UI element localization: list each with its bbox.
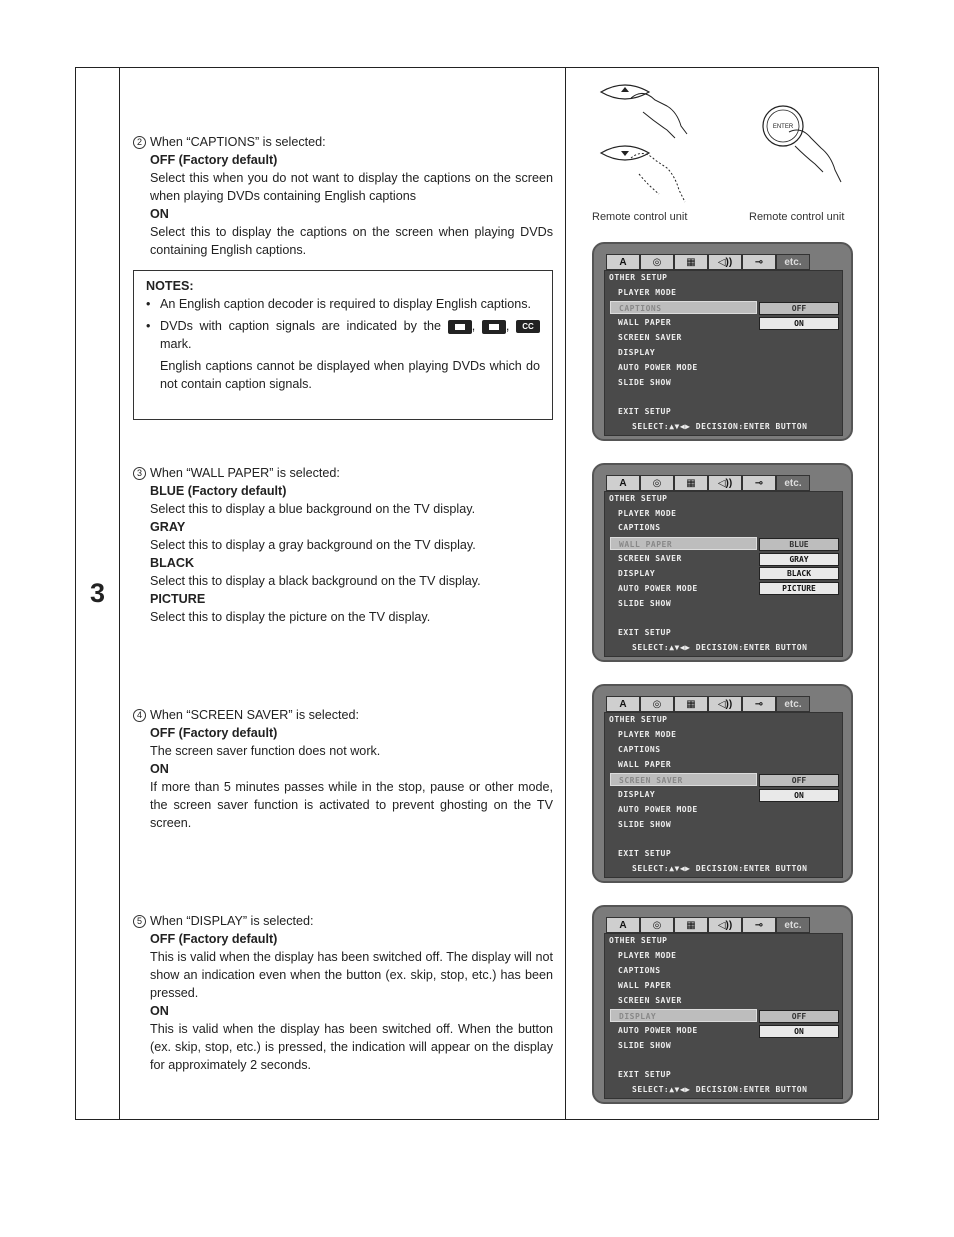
enter-label: ENTER: [772, 124, 794, 130]
notes-title: NOTES:: [146, 279, 194, 293]
remote-arrow-buttons-illustration: [595, 78, 695, 208]
osd-tab-display-icon: ▦: [674, 475, 708, 491]
osd-item: AUTO POWER MODE: [618, 805, 698, 814]
section-screensaver: [133, 706, 553, 832]
section-captions: [133, 133, 553, 259]
osd-tab-key-icon: ⊸: [742, 254, 776, 270]
osd-option: PICTURE: [759, 582, 839, 595]
osd-item: WALL PAPER: [618, 760, 672, 769]
wallpaper-blue-desc: Select this to display a blue background on the TV display.: [150, 502, 476, 516]
osd-exit: EXIT SETUP: [618, 849, 672, 858]
display-heading: When “DISPLAY” is selected:: [150, 914, 314, 928]
column-divider-right: [565, 68, 566, 1119]
osd-tab-video-icon: ◎: [640, 917, 674, 933]
osd-tab-language-icon: A: [606, 917, 640, 933]
marker-4: 4: [133, 709, 146, 722]
note-bullet-2: DVDs with caption signals are indicated by the , , CC mark.: [160, 317, 540, 353]
osd-tab-language-icon: A: [606, 696, 640, 712]
osd-item: SCREEN SAVER: [618, 333, 682, 342]
caption-icon-1: [448, 320, 472, 334]
osd-item-selected: DISPLAY: [610, 1009, 757, 1022]
note-extra: English captions cannot be displayed when playing DVDs which do not contain caption signals.: [160, 359, 540, 391]
section-display: [133, 912, 553, 1074]
captions-on-desc: Select this to display the captions on the screen when playing DVDs containing English captions.: [150, 225, 553, 257]
osd-item: SCREEN SAVER: [618, 996, 682, 1005]
step-number: 3: [89, 578, 106, 608]
osd-tab-language-icon: A: [606, 475, 640, 491]
osd-tab-audio-icon: ◁)): [708, 254, 742, 270]
osd-item: SLIDE SHOW: [618, 1041, 672, 1050]
osd-tab-display-icon: ▦: [674, 917, 708, 933]
osd-item: AUTO POWER MODE: [618, 584, 698, 593]
osd-tab-key-icon: ⊸: [742, 475, 776, 491]
osd-option: OFF: [759, 302, 839, 315]
osd-title: OTHER SETUP: [609, 494, 668, 503]
osd-tab-display-icon: ▦: [674, 254, 708, 270]
screensaver-off-desc: The screen saver function does not work.: [150, 744, 381, 758]
osd-item: AUTO POWER MODE: [618, 1026, 698, 1035]
osd-option: GRAY: [759, 553, 839, 566]
osd-footer: SELECT:▲▼◀▶ DECISION:ENTER BUTTON: [632, 422, 808, 431]
osd-footer: SELECT:▲▼◀▶ DECISION:ENTER BUTTON: [632, 643, 808, 652]
osd-screensaver: [592, 684, 853, 883]
screensaver-off-label: OFF (Factory default): [150, 726, 278, 740]
osd-tab-key-icon: ⊸: [742, 696, 776, 712]
display-on-desc: This is valid when the display has been switched off. When the button (ex. skip, stop, etc.) is pressed, the indication will appear on the display for approximately 2 seconds.: [150, 1022, 553, 1072]
osd-tab-video-icon: ◎: [640, 254, 674, 270]
wallpaper-picture-label: PICTURE: [150, 592, 206, 606]
osd-option: ON: [759, 789, 839, 802]
osd-tab-etc: etc.: [776, 696, 810, 712]
osd-exit: EXIT SETUP: [618, 628, 672, 637]
caption-icon-2: [482, 320, 506, 334]
osd-tab-language-icon: A: [606, 254, 640, 270]
osd-item-selected: WALL PAPER: [610, 537, 757, 550]
osd-footer: SELECT:▲▼◀▶ DECISION:ENTER BUTTON: [632, 864, 808, 873]
osd-display: [592, 905, 853, 1104]
osd-option: BLACK: [759, 567, 839, 580]
osd-item: SLIDE SHOW: [618, 599, 672, 608]
osd-item: CAPTIONS: [618, 966, 661, 975]
remote-enter-button-illustration: [755, 98, 845, 188]
osd-tab-etc: etc.: [776, 917, 810, 933]
osd-option: OFF: [759, 774, 839, 787]
osd-item: CAPTIONS: [618, 523, 661, 532]
osd-title: OTHER SETUP: [609, 273, 668, 282]
osd-item: DISPLAY: [618, 790, 656, 799]
screensaver-on-desc: If more than 5 minutes passes while in the stop, pause or other mode, the screen saver function is activated to prevent ghosting on the TV screen.: [150, 780, 553, 830]
osd-option: BLUE: [759, 538, 839, 551]
osd-option: OFF: [759, 1010, 839, 1023]
osd-item: PLAYER MODE: [618, 730, 677, 739]
remote-label-1: Remote control unit: [592, 211, 688, 223]
wallpaper-gray-label: GRAY: [150, 520, 186, 534]
marker-5: 5: [133, 915, 146, 928]
osd-item: PLAYER MODE: [618, 951, 677, 960]
osd-tab-audio-icon: ◁)): [708, 917, 742, 933]
osd-item: DISPLAY: [618, 569, 656, 578]
osd-option: ON: [759, 1025, 839, 1038]
cc-mark-icon: CC: [516, 320, 540, 333]
osd-tab-etc: etc.: [776, 254, 810, 270]
osd-item: PLAYER MODE: [618, 509, 677, 518]
osd-item: PLAYER MODE: [618, 288, 677, 297]
osd-exit: EXIT SETUP: [618, 407, 672, 416]
wallpaper-gray-desc: Select this to display a gray background on the TV display.: [150, 538, 476, 552]
wallpaper-blue-label: BLUE (Factory default): [150, 484, 287, 498]
screensaver-on-label: ON: [150, 762, 169, 776]
osd-option: ON: [759, 317, 839, 330]
osd-item: AUTO POWER MODE: [618, 363, 698, 372]
osd-item: WALL PAPER: [618, 981, 672, 990]
column-divider-left: [119, 68, 120, 1119]
osd-wallpaper: [592, 463, 853, 662]
captions-off-desc: Select this when you do not want to display the captions on the screen when playing DVDs containing English captions: [150, 171, 553, 203]
osd-item: WALL PAPER: [618, 318, 672, 327]
note-bullet-1: An English caption decoder is required to display English captions.: [160, 297, 532, 311]
marker-3: 3: [133, 467, 146, 480]
display-on-label: ON: [150, 1004, 169, 1018]
marker-2: 2: [133, 136, 146, 149]
wallpaper-heading: When “WALL PAPER” is selected:: [150, 466, 340, 480]
osd-footer: SELECT:▲▼◀▶ DECISION:ENTER BUTTON: [632, 1085, 808, 1094]
osd-title: OTHER SETUP: [609, 715, 668, 724]
osd-item: SCREEN SAVER: [618, 554, 682, 563]
osd-item: SLIDE SHOW: [618, 378, 672, 387]
wallpaper-picture-desc: Select this to display the picture on the TV display.: [150, 610, 431, 624]
osd-tab-video-icon: ◎: [640, 696, 674, 712]
captions-heading: When “CAPTIONS” is selected:: [150, 135, 326, 149]
osd-tab-display-icon: ▦: [674, 696, 708, 712]
osd-title: OTHER SETUP: [609, 936, 668, 945]
osd-tab-video-icon: ◎: [640, 475, 674, 491]
osd-captions: [592, 242, 853, 441]
wallpaper-black-label: BLACK: [150, 556, 195, 570]
osd-item: CAPTIONS: [618, 745, 661, 754]
display-off-desc: This is valid when the display has been switched off. The display will not show an indication even when the button (ex. skip, stop, etc.) has been pressed.: [150, 950, 553, 1000]
osd-tab-key-icon: ⊸: [742, 917, 776, 933]
notes-box: NOTES: • An English caption decoder is required to display English captions. • DVDs with caption signals are indicated by the , , CC mark. English captions cannot be displayed when playing DVDs which do not contain caption signals.: [133, 270, 553, 420]
osd-tab-audio-icon: ◁)): [708, 475, 742, 491]
osd-item: SLIDE SHOW: [618, 820, 672, 829]
screensaver-heading: When “SCREEN SAVER” is selected:: [150, 708, 360, 722]
display-off-label: OFF (Factory default): [150, 932, 278, 946]
osd-tab-etc: etc.: [776, 475, 810, 491]
osd-item-selected: CAPTIONS: [610, 301, 757, 314]
section-wallpaper: [133, 464, 553, 626]
osd-item-selected: SCREEN SAVER: [610, 773, 757, 786]
captions-on-label: ON: [150, 207, 169, 221]
captions-off-label: OFF (Factory default): [150, 153, 278, 167]
osd-item: DISPLAY: [618, 348, 656, 357]
osd-tab-audio-icon: ◁)): [708, 696, 742, 712]
osd-exit: EXIT SETUP: [618, 1070, 672, 1079]
wallpaper-black-desc: Select this to display a black background on the TV display.: [150, 574, 481, 588]
remote-label-2: Remote control unit: [749, 211, 845, 223]
